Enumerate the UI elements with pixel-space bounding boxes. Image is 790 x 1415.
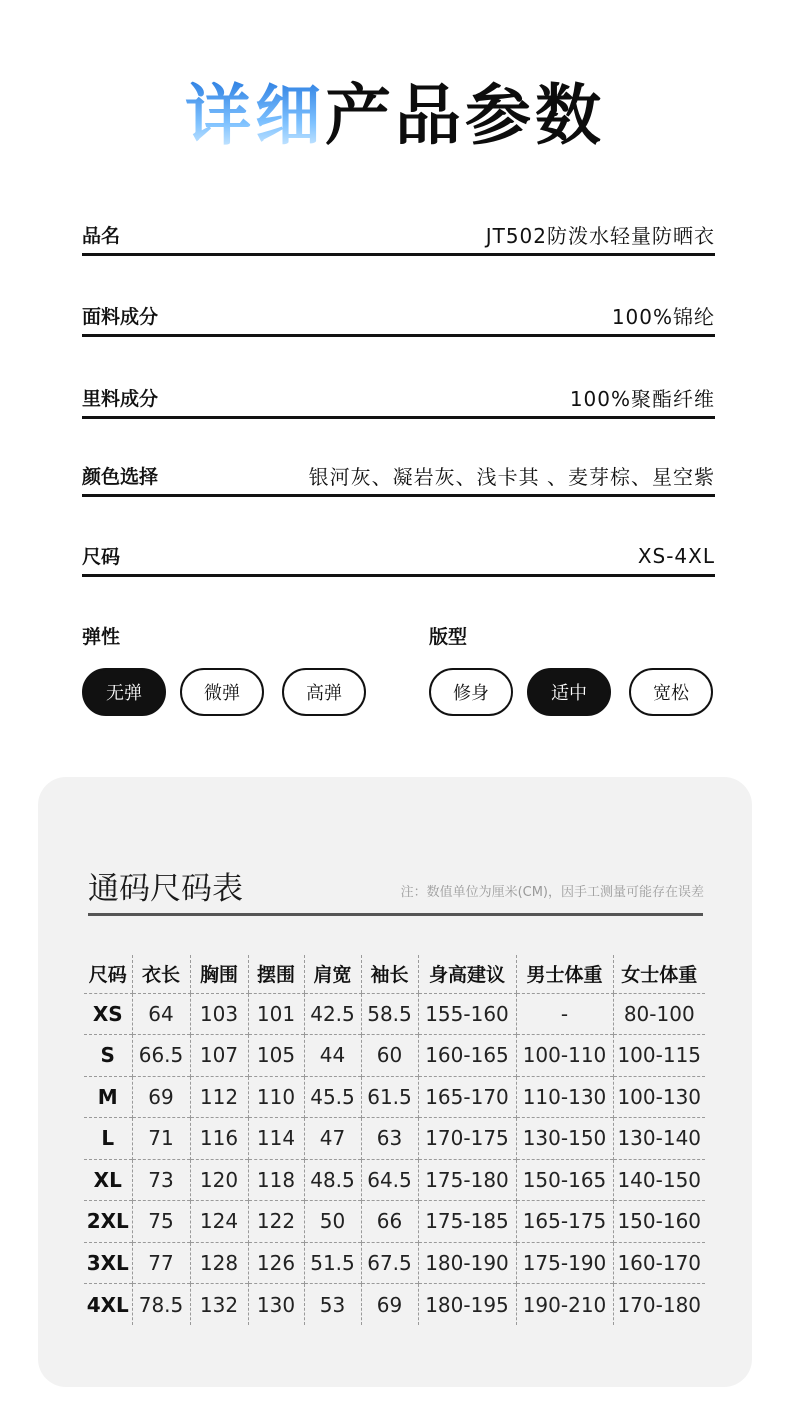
table-cell: 69 xyxy=(361,1284,418,1326)
spec-key: 面料成分 xyxy=(82,306,159,328)
size-label-cell: 3XL xyxy=(84,1242,132,1284)
table-cell: 100-115 xyxy=(613,1035,705,1077)
table-cell: 71 xyxy=(132,1118,190,1160)
table-cell: 67.5 xyxy=(361,1242,418,1284)
table-cell: 105 xyxy=(248,1035,304,1077)
table-cell: 150-165 xyxy=(516,1159,613,1201)
table-row xyxy=(84,993,705,1035)
table-header-cell: 胸围 xyxy=(190,955,248,993)
table-row xyxy=(84,1076,705,1118)
table-row xyxy=(84,1284,705,1326)
elasticity-option-none[interactable]: 无弹 xyxy=(82,668,166,716)
table-cell: 118 xyxy=(248,1159,304,1201)
table-row xyxy=(84,1118,705,1160)
spec-value: 100%锦纶 xyxy=(611,305,715,329)
table-cell: 180-195 xyxy=(418,1284,516,1326)
table-header-cell: 男士体重 xyxy=(516,955,613,993)
table-row xyxy=(84,1201,705,1243)
table-header-cell: 尺码 xyxy=(84,955,132,993)
table-cell: 64.5 xyxy=(361,1159,418,1201)
table-cell: 130-140 xyxy=(613,1118,705,1160)
table-cell: 42.5 xyxy=(304,993,361,1035)
table-cell: 175-190 xyxy=(516,1242,613,1284)
table-cell: 53 xyxy=(304,1284,361,1326)
spec-value: JT502防泼水轻量防晒衣 xyxy=(485,224,715,248)
table-row xyxy=(84,1159,705,1201)
table-cell: 175-185 xyxy=(418,1201,516,1243)
table-cell: 80-100 xyxy=(613,993,705,1035)
table-header-cell: 袖长 xyxy=(361,955,418,993)
table-cell: 160-165 xyxy=(418,1035,516,1077)
fit-option-slim[interactable]: 修身 xyxy=(429,668,513,716)
table-cell: 122 xyxy=(248,1201,304,1243)
table-cell: 100-130 xyxy=(613,1076,705,1118)
fit-option-regular[interactable]: 适中 xyxy=(527,668,611,716)
table-cell: 116 xyxy=(190,1118,248,1160)
table-cell: 128 xyxy=(190,1242,248,1284)
spec-key: 颜色选择 xyxy=(82,466,159,488)
elasticity-label: 弹性 xyxy=(82,626,121,648)
table-cell: 66.5 xyxy=(132,1035,190,1077)
size-label-cell: L xyxy=(84,1118,132,1160)
divider xyxy=(88,913,703,916)
table-cell: 103 xyxy=(190,993,248,1035)
size-label-cell: 4XL xyxy=(84,1284,132,1326)
table-cell: 114 xyxy=(248,1118,304,1160)
size-label-cell: XS xyxy=(84,993,132,1035)
table-header-cell: 身高建议 xyxy=(418,955,516,993)
elasticity-option-high[interactable]: 高弹 xyxy=(282,668,366,716)
table-cell: 77 xyxy=(132,1242,190,1284)
table-header-cell: 女士体重 xyxy=(613,955,705,993)
table-cell: 175-180 xyxy=(418,1159,516,1201)
spec-key: 尺码 xyxy=(82,546,121,568)
table-cell: 47 xyxy=(304,1118,361,1160)
table-cell: 100-110 xyxy=(516,1035,613,1077)
table-cell: 126 xyxy=(248,1242,304,1284)
page-title-rest: 产品参数 xyxy=(325,77,605,154)
table-cell: 48.5 xyxy=(304,1159,361,1201)
table-cell: 44 xyxy=(304,1035,361,1077)
table-cell: 130 xyxy=(248,1284,304,1326)
size-label-cell: M xyxy=(84,1076,132,1118)
table-cell: 180-190 xyxy=(418,1242,516,1284)
spec-row-lining xyxy=(82,379,715,419)
table-header-cell: 摆围 xyxy=(248,955,304,993)
size-chart-panel xyxy=(38,777,752,1387)
spec-value: XS-4XL xyxy=(637,543,715,568)
table-cell: 140-150 xyxy=(613,1159,705,1201)
table-header-cell: 肩宽 xyxy=(304,955,361,993)
size-chart-note: 注：数值单位为厘米(CM)，因手工测量可能存在误差 xyxy=(400,885,704,900)
table-cell: 130-150 xyxy=(516,1118,613,1160)
table-cell: 64 xyxy=(132,993,190,1035)
size-label-cell: S xyxy=(84,1035,132,1077)
table-cell: 101 xyxy=(248,993,304,1035)
table-cell: - xyxy=(516,993,613,1035)
table-cell: 165-175 xyxy=(516,1201,613,1243)
page-title-highlight: 详细 xyxy=(185,77,325,154)
table-cell: 165-170 xyxy=(418,1076,516,1118)
table-cell: 132 xyxy=(190,1284,248,1326)
table-cell: 160-170 xyxy=(613,1242,705,1284)
table-cell: 58.5 xyxy=(361,993,418,1035)
spec-key: 里料成分 xyxy=(82,388,159,410)
table-cell: 170-175 xyxy=(418,1118,516,1160)
table-cell: 75 xyxy=(132,1201,190,1243)
size-chart-title: 通码尺码表 xyxy=(88,871,243,907)
table-cell: 66 xyxy=(361,1201,418,1243)
table-cell: 50 xyxy=(304,1201,361,1243)
size-label-cell: XL xyxy=(84,1159,132,1201)
table-header-cell: 衣长 xyxy=(132,955,190,993)
spec-row-product-name xyxy=(82,216,715,256)
table-cell: 51.5 xyxy=(304,1242,361,1284)
size-label-cell: 2XL xyxy=(84,1201,132,1243)
table-cell: 45.5 xyxy=(304,1076,361,1118)
size-table xyxy=(84,955,705,1325)
table-cell: 73 xyxy=(132,1159,190,1201)
table-cell: 61.5 xyxy=(361,1076,418,1118)
table-cell: 60 xyxy=(361,1035,418,1077)
table-cell: 107 xyxy=(190,1035,248,1077)
table-cell: 78.5 xyxy=(132,1284,190,1326)
spec-row-colors xyxy=(82,457,715,497)
spec-row-fabric xyxy=(82,297,715,337)
table-cell: 124 xyxy=(190,1201,248,1243)
table-cell: 112 xyxy=(190,1076,248,1118)
spec-row-size xyxy=(82,537,715,577)
spec-value: 银河灰、凝岩灰、浅卡其 、麦芽棕、星空紫 xyxy=(308,465,715,489)
table-cell: 170-180 xyxy=(613,1284,705,1326)
table-row xyxy=(84,1035,705,1077)
fit-label: 版型 xyxy=(429,626,468,648)
fit-option-loose[interactable]: 宽松 xyxy=(629,668,713,716)
elasticity-option-slight[interactable]: 微弹 xyxy=(180,668,264,716)
page-title xyxy=(0,62,790,157)
table-row xyxy=(84,1242,705,1284)
table-cell: 190-210 xyxy=(516,1284,613,1326)
table-cell: 110 xyxy=(248,1076,304,1118)
table-cell: 69 xyxy=(132,1076,190,1118)
spec-value: 100%聚酯纤维 xyxy=(569,387,715,411)
table-cell: 150-160 xyxy=(613,1201,705,1243)
table-cell: 155-160 xyxy=(418,993,516,1035)
table-cell: 110-130 xyxy=(516,1076,613,1118)
table-cell: 63 xyxy=(361,1118,418,1160)
spec-key: 品名 xyxy=(82,225,121,247)
table-cell: 120 xyxy=(190,1159,248,1201)
